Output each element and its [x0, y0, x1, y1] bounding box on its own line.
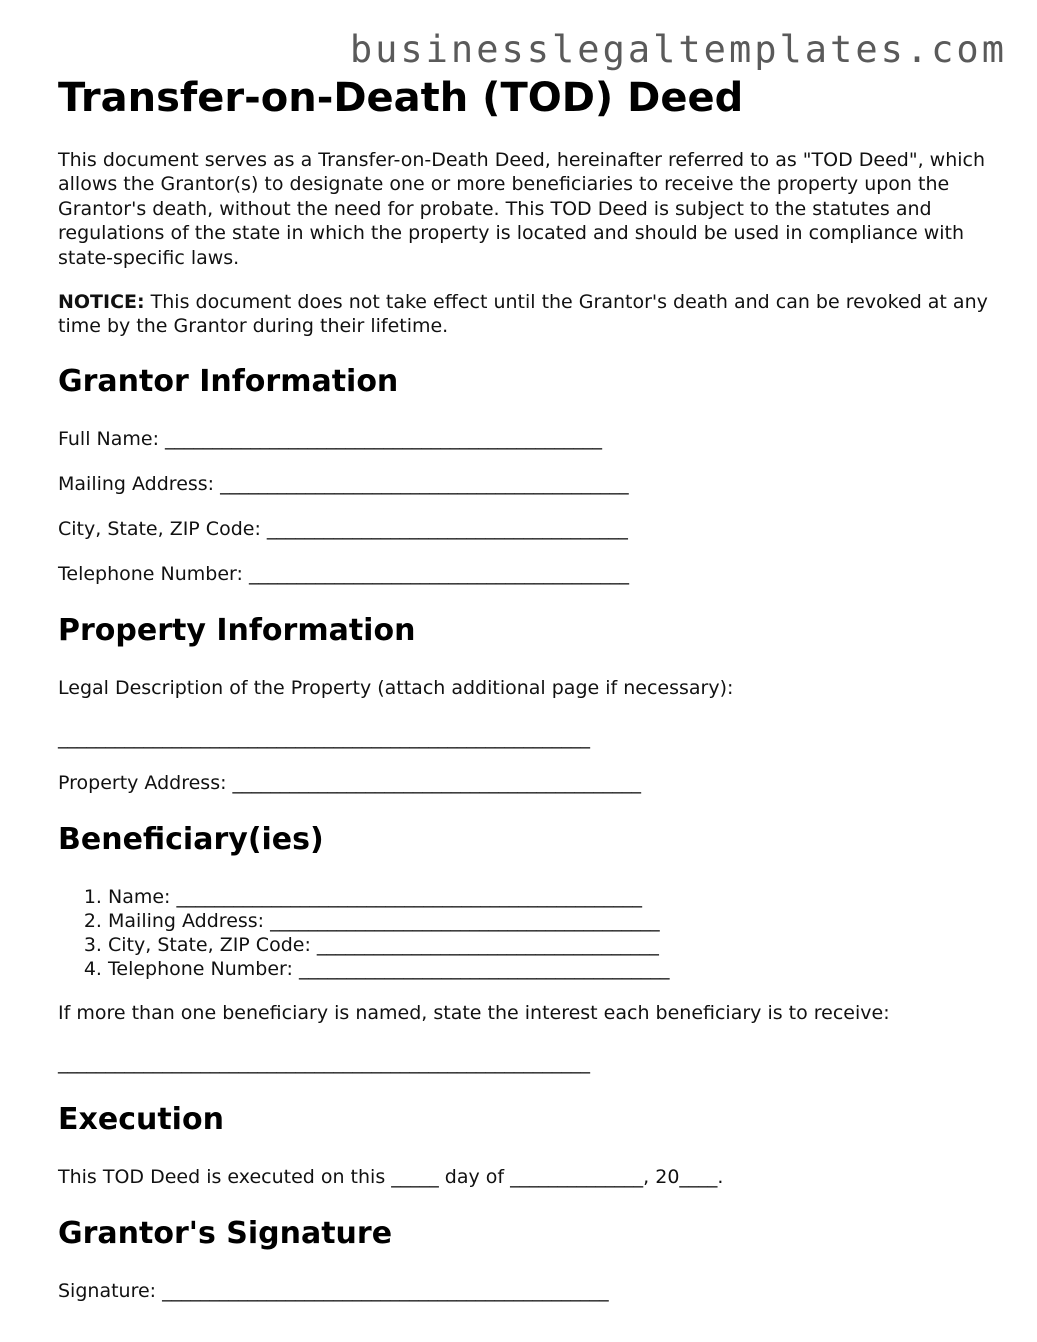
document-page: [58, 72, 988, 1303]
signature-field[interactable]: Signature: _______________________________________________: [58, 1279, 609, 1302]
beneficiary-interest-prompt: If more than one beneficiary is named, state the interest each beneficiary is to receive:: [58, 1001, 890, 1024]
notice-paragraph: [58, 290, 988, 339]
beneficiaries-list: [58, 885, 988, 981]
notice-label: NOTICE:: [58, 291, 145, 314]
execution-date-field[interactable]: This TOD Deed is executed on this _____ day of ______________, 20____.: [58, 1165, 724, 1188]
beneficiaries-heading: Beneficiary(ies): [58, 821, 324, 857]
notice-text: This document does not take effect until the Grantor's death and can be revoked at any time by the Grantor during their lifetime.: [58, 291, 988, 338]
property-legal-description-line[interactable]: ________________________________________________________: [58, 726, 590, 749]
grantor-heading: Grantor Information: [58, 363, 399, 399]
beneficiary-telephone-field[interactable]: 4. Telephone Number: _______________________________________: [108, 957, 988, 981]
property-legal-description-label: Legal Description of the Property (attach additional page if necessary):: [58, 676, 734, 699]
beneficiary-name-field[interactable]: 1. Name: _________________________________________________: [108, 885, 988, 909]
signature-heading: Grantor's Signature: [58, 1215, 393, 1251]
watermark: businesslegaltemplates.com: [349, 28, 1007, 71]
beneficiary-city-state-zip-field[interactable]: 3. City, State, ZIP Code: ____________________________________: [108, 933, 988, 957]
grantor-city-state-zip-field[interactable]: City, State, ZIP Code: ______________________________________: [58, 517, 628, 540]
beneficiary-mailing-address-field[interactable]: 2. Mailing Address: _________________________________________: [108, 909, 988, 933]
property-address-field[interactable]: Property Address: ___________________________________________: [58, 771, 642, 794]
intro-paragraph: This document serves as a Transfer-on-Death Deed, hereinafter referred to as "TOD Deed", which allows the Grantor(s) to designate one or more beneficiaries to receive the property upon the Grantor's death, without the need for probate. This TOD Deed is subject to the statutes and regulations of the state in which the property is located and should be used in compliance with state-specific laws.: [58, 149, 986, 269]
property-heading: Property Information: [58, 612, 416, 648]
grantor-full-name-field[interactable]: Full Name: ______________________________________________: [58, 427, 603, 450]
grantor-telephone-field[interactable]: Telephone Number: ________________________________________: [58, 562, 629, 585]
execution-heading: Execution: [58, 1101, 224, 1137]
grantor-mailing-address-field[interactable]: Mailing Address: ___________________________________________: [58, 472, 629, 495]
document-title: Transfer-on-Death (TOD) Deed: [58, 75, 744, 121]
beneficiary-interest-line[interactable]: ________________________________________________________: [58, 1051, 590, 1074]
